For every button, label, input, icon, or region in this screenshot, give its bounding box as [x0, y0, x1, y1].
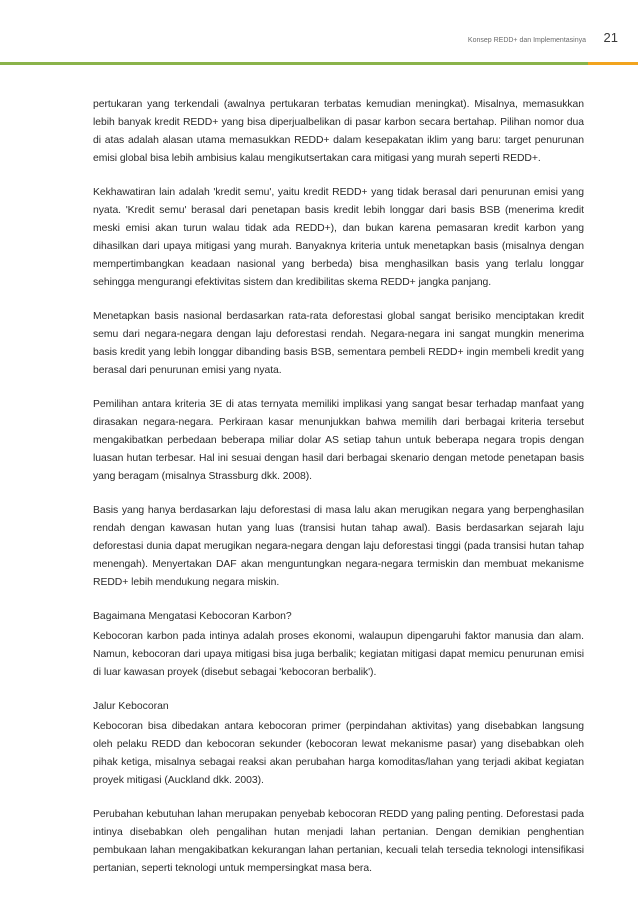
section-paragraph: Kebocoran karbon pada intinya adalah proses ekonomi, walaupun dipengaruhi faktor manusia dan alam. Namun, kebocoran dari upaya mitigasi bisa juga berbalik; kegiatan mitigasi dapat memicu penurunan emisi di luar kawasan proyek (disebut sebagai 'kebocoran berbalik'). [93, 631, 584, 678]
page-body [93, 96, 584, 894]
section-paragraph: Perubahan kebutuhan lahan merupakan penyebab kebocoran REDD yang paling penting. Deforestasi pada intinya disebabkan oleh pengalihan hutan menjadi lahan pertanian. Dengan demikian penghentian pembukaan lahan mengakibatkan kekurangan lahan pertanian, kecuali telah tersedia teknologi intensifikasi pertanian, seperti teknologi untuk mempersingkat masa bera. [93, 809, 584, 874]
header-rule-green [0, 62, 588, 65]
page-header [0, 0, 638, 70]
section-heading: Jalur Kebocoran [93, 701, 169, 712]
paragraph-1: pertukaran yang terkendali (awalnya pertukaran terbatas kemudian meningkat). Misalnya, memasukkan lebih banyak kredit REDD+ yang bisa diperjualbelikan di pasar karbon secara bertahap. Pilihan nomor dua di atas adalah alasan utama memasukkan REDD+ dalam kesepakatan iklim yang baru: target penurunan emisi global bisa lebih ambisius kalau mengikutsertakan cara mitigasi yang murah seperti REDD+. [93, 99, 584, 164]
section-leakage-handling [93, 608, 584, 682]
page-number: 21 [603, 30, 618, 45]
section-heading: Bagaimana Mengatasi Kebocoran Karbon? [93, 611, 292, 622]
paragraph-5: Basis yang hanya berdasarkan laju deforestasi di masa lalu akan merugikan negara yang berpenghasilan rendah dengan kawasan hutan yang luas (transisi hutan tahap awal). Basis berdasarkan sejarah laju deforestasi dunia dapat merugikan negara-negara dengan laju deforestasi tinggi (pada transisi hutan tahap menengah). Menyertakan DAF akan menguntungkan negara-negara termiskin dan membuat mekanisme REDD+ lebih mendukung negara miskin. [93, 505, 584, 588]
header-rule-orange [588, 62, 638, 65]
section-leakage-paths [93, 698, 584, 878]
paragraph-4: Pemilihan antara kriteria 3E di atas ternyata memiliki implikasi yang sangat besar terhadap manfaat yang dirasakan negara-negara. Perkiraan kasar menunjukkan bahwa memilih dari berbagai kriteria tersebut mengakibatkan perbedaan beberapa miliar dolar AS setiap tahun untuk beberapa negara tropis dengan luasan hutan terbesar. Hal ini sesuai dengan hasil dari berbagai skenario dengan metode penetapan basis yang beragam (misalnya Strassburg dkk. 2008). [93, 399, 584, 482]
paragraph-3: Menetapkan basis nasional berdasarkan rata-rata deforestasi global sangat berisiko menciptakan kredit semu dari negara-negara dengan laju deforestasi rendah. Negara-negara ini sangat mungkin menerima basis kredit yang lebih longgar dibanding basis BSB, sementara pembeli REDD+ ingin membeli kredit yang berasal dari penurunan emisi yang nyata. [93, 311, 584, 376]
paragraph-2: Kekhawatiran lain adalah 'kredit semu', yaitu kredit REDD+ yang tidak berasal dari penurunan emisi yang nyata. 'Kredit semu' berasal dari penetapan basis kredit lebih longgar dari basis BSB (menerima kredit meski emisi akan turun walau tidak ada REDD+), dan bukan karena pemasaran kredit karbon yang dihasilkan dari upaya mitigasi yang murah. Banyaknya kriteria untuk menetapkan basis (misalnya dengan mempertimbangkan keadaan nasional yang berbeda) bisa menghasilkan basis yang terlalu longgar sehingga mengurangi efektivitas sistem dan kredibilitas skema REDD+ jangka panjang. [93, 187, 584, 288]
section-paragraph: Kebocoran bisa dibedakan antara kebocoran primer (perpindahan aktivitas) yang disebabkan langsung oleh pelaku REDD dan kebocoran sekunder (kebocoran lewat mekanisme pasar) yang disebabkan oleh pihak ketiga, misalnya sebagai reaksi akan perubahan harga komoditas/lahan yang terjadi akibat kegiatan proyek mitigasi (Auckland dkk. 2003). [93, 721, 584, 786]
running-title: Konsep REDD+ dan Implementasinya [467, 37, 586, 44]
